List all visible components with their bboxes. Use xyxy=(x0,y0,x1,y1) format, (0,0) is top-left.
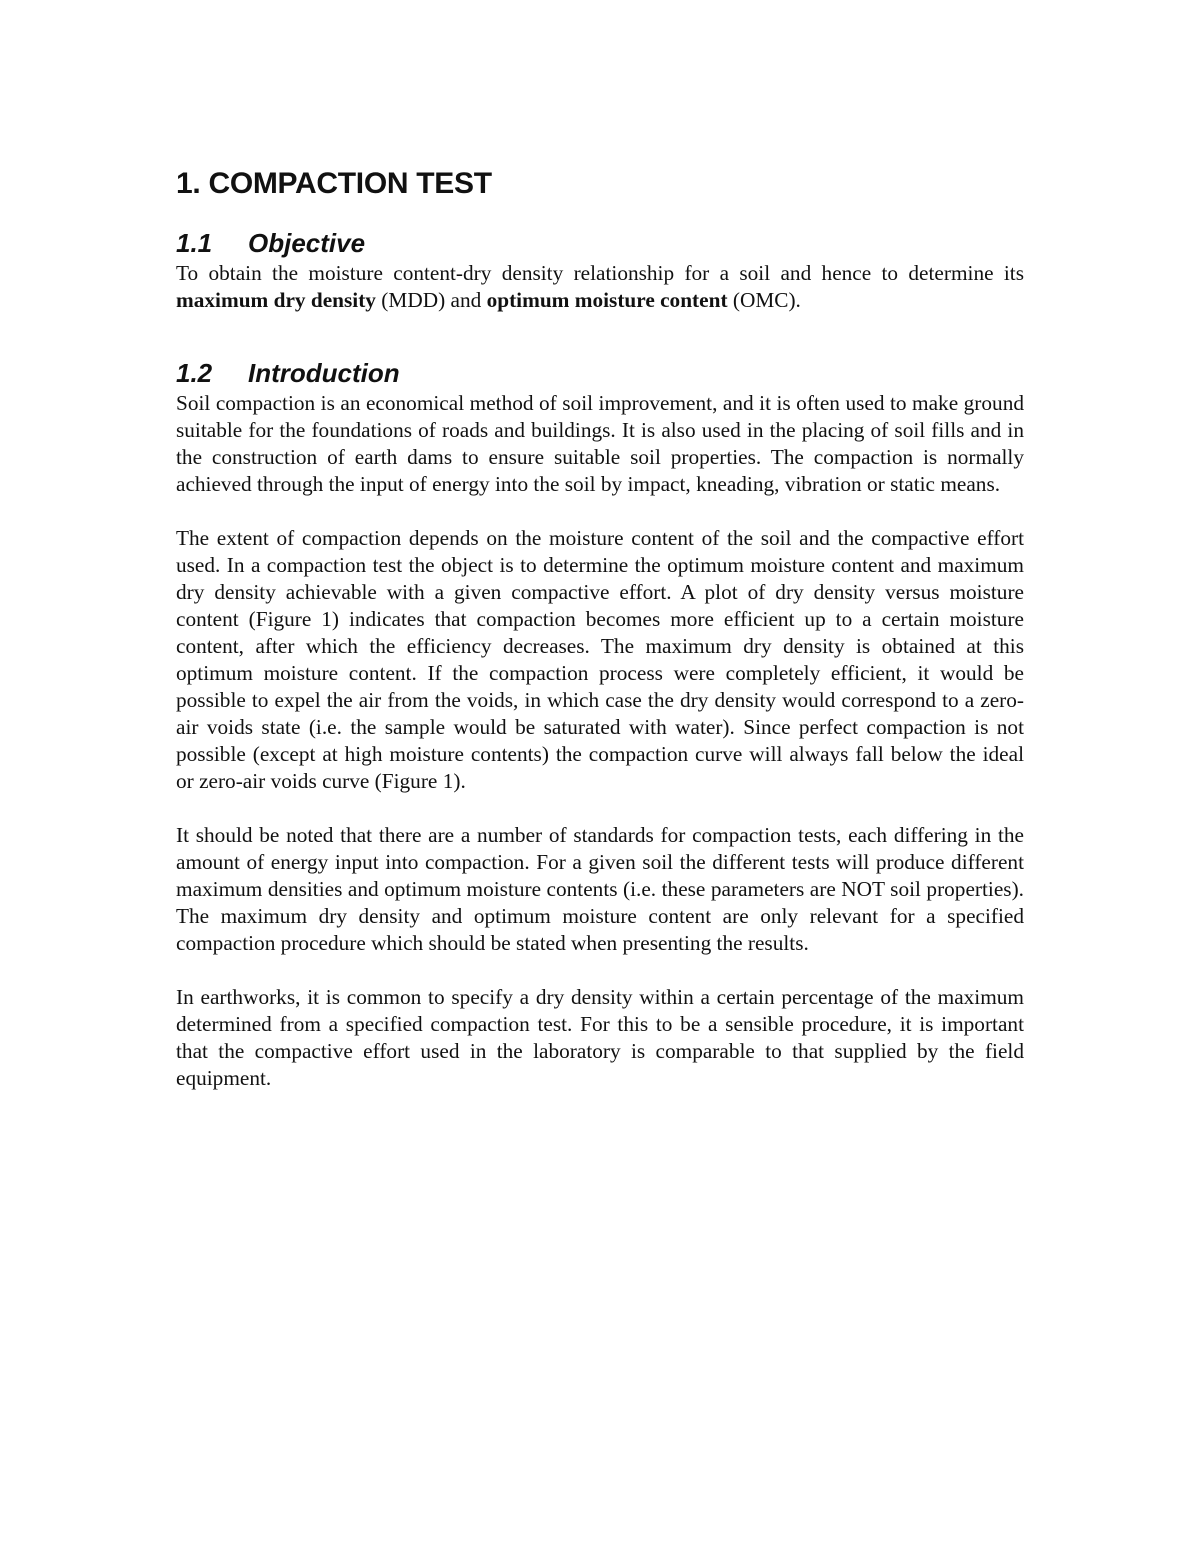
objective-paragraph xyxy=(176,260,1024,314)
omc-term: optimum moisture content xyxy=(486,288,728,312)
section-title: Objective xyxy=(248,228,366,258)
intro-paragraph-3: It should be noted that there are a number of standards for compaction tests, each differing in the amount of energy input into compaction. For a given soil the different tests will produce different maximum densities and optimum moisture contents (i.e. these parameters are NOT soil properties). The maximum dry density and optimum moisture content are only relevant for a specified compaction procedure which should be stated when presenting the results. xyxy=(176,823,1024,955)
section-heading-objective xyxy=(176,226,1024,260)
intro-paragraph-1: Soil compaction is an economical method of soil improvement, and it is often used to make ground suitable for the foundations of roads and buildings. It is also used in the placing of soil fills and in the construction of earth dams to ensure suitable soil properties. The compaction is normally achieved through the input of energy into the soil by impact, kneading, vibration or static means. xyxy=(176,391,1024,496)
objective-text-2: (MDD) and xyxy=(375,288,487,312)
section-heading-introduction xyxy=(176,356,1024,390)
objective-text-1: To obtain the moisture content-dry density relationship for a soil and hence to determine its xyxy=(176,261,1024,285)
section-number: 1.1 xyxy=(176,228,213,258)
objective-text-3: (OMC). xyxy=(727,288,801,312)
chapter-title: 1. COMPACTION TEST xyxy=(176,167,492,200)
intro-paragraph-2: The extent of compaction depends on the moisture content of the soil and the compactive effort used. In a compaction test the object is to determine the optimum moisture content and maximum dry density achievable with a given compactive effort. A plot of dry density versus moisture content (Figure 1) indicates that compaction becomes more efficient up to a certain moisture content, after which the efficiency decreases. The maximum dry density is obtained at this optimum moisture content. If the compaction process were completely efficient, it would be possible to expel the air from the voids, in which case the dry density would correspond to a zero-air voids state (i.e. the sample would be saturated with water). Since perfect compaction is not possible (except at high moisture contents) the compaction curve will always fall below the ideal or zero-air voids curve (Figure 1). xyxy=(176,526,1024,793)
section-title: Introduction xyxy=(248,358,400,388)
section-number: 1.2 xyxy=(176,358,213,388)
document-page xyxy=(176,160,1024,1092)
mdd-term: maximum dry density xyxy=(176,288,376,312)
intro-paragraph-4: In earthworks, it is common to specify a dry density within a certain percentage of the maximum determined from a specified compaction test. For this to be a sensible procedure, it is important that the compactive effort used in the laboratory is comparable to that supplied by the field equipment. xyxy=(176,985,1024,1090)
